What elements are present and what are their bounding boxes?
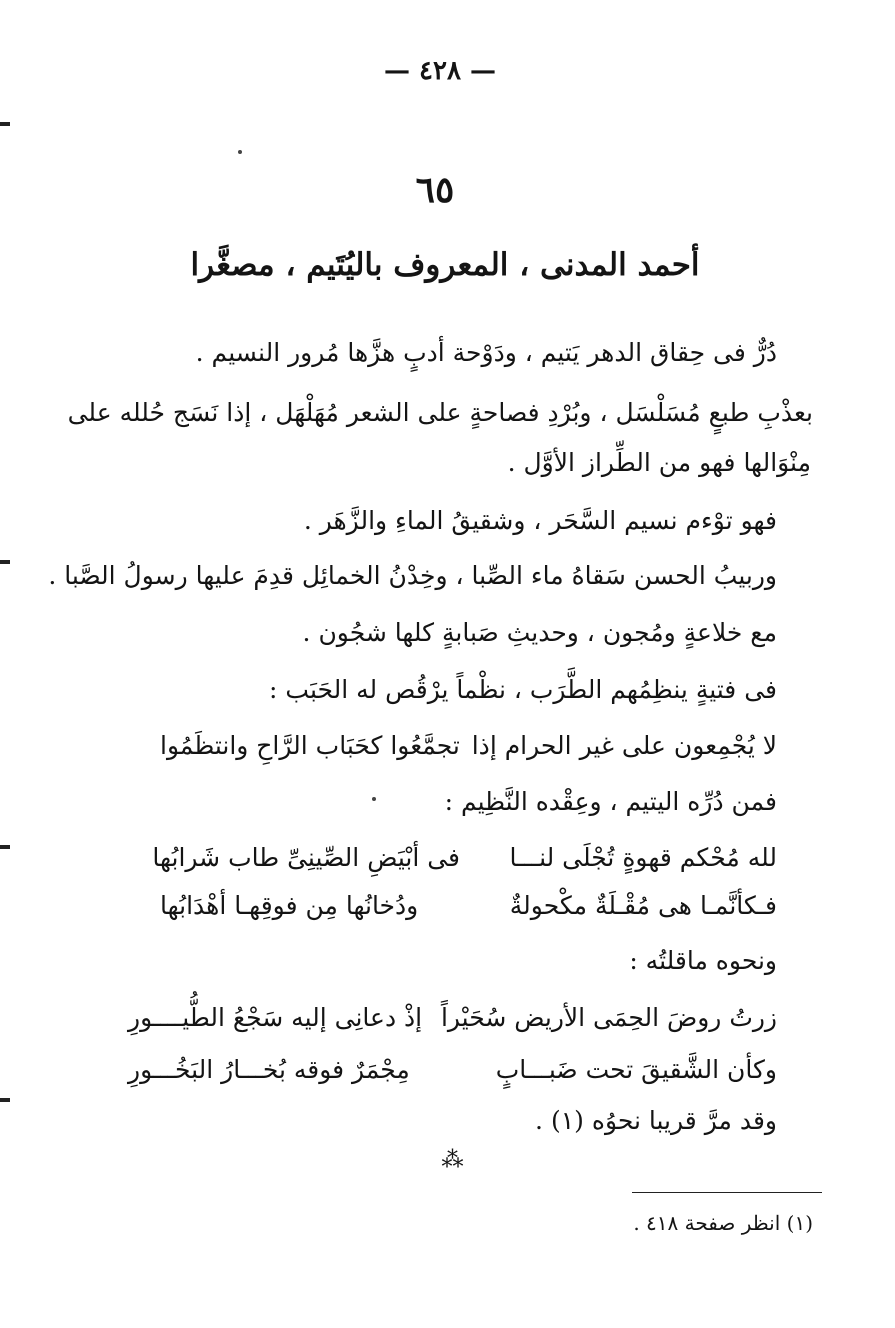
verse-hemistich-left: مِجْمَرٌ فوقه بُخـــارُ البَخُـــورِ (128, 1055, 410, 1084)
verse-intro: ونحوه ماقلتُه : (629, 946, 777, 975)
margin-mark (0, 1098, 10, 1102)
prose-line: دُرٌّ فى حِقاق الدهر يَتيم ، ودَوْحة أدبٍ هزَّها مُرور النسيم . (195, 338, 777, 367)
prose-line: مع خلاعةٍ ومُجون ، وحديثِ صَبابةٍ كلها شجُون . (302, 618, 777, 647)
verse-hemistich-left: فى أبْيَضِ الصِّينِىِّ طاب شَرابُها (152, 843, 460, 872)
verse-intro: فمن دُرِّه اليتيم ، وعِقْده النَّظِيم : (444, 787, 777, 816)
prose-line: بعذْبِ طبعٍ مُسَلْسَل ، وبُرْدِ فصاحةٍ على الشعر مُهَلْهَل ، إذا نَسَج حُلله على (67, 398, 813, 427)
margin-mark (0, 845, 10, 849)
chapter-number: ٦٥ (415, 169, 455, 211)
margin-mark (0, 560, 10, 564)
ink-speck (238, 150, 242, 154)
verse-hemistich-right: لله مُحْكم قهوةٍ تُجْلَى لنـــا (509, 843, 777, 872)
prose-line: فى فتيةٍ ينظِمُهم الطَّرَب ، نظْماً يرْقُص له الحَبَب : (269, 675, 777, 704)
verse-hemistich-left: إذْ دعانِى إليه سَجْعُ الطُّيــــورِ (128, 1003, 423, 1032)
verse-hemistich-left: ودُخانُها مِن فوقِهـا أهْدَابُها (160, 891, 419, 920)
page-number: — ٤٢٨ — (383, 56, 497, 86)
footnote-rule (632, 1192, 822, 1193)
verse-hemistich-right: وكأن الشَّقيقَ تحت ضَبـــابٍ (495, 1055, 777, 1084)
asterism-ornament: ⁂ (441, 1148, 464, 1173)
prose-line: فهو توْءم نسيم السَّحَر ، وشقيقُ الماءِ والزَّهَر . (303, 506, 777, 535)
ink-speck (372, 797, 376, 801)
footnote: (١) انظر صفحة ٤١٨ . (633, 1211, 813, 1235)
closing-line: وقد مرَّ قريبا نحوُه (١) . (535, 1106, 777, 1135)
entry-title: أحمد المدنى ، المعروف باليُتَيم ، مصغَّرا (190, 247, 700, 283)
verse-hemistich-right: زرتُ روضَ الحِمَى الأريض سُحَيْراً (440, 1003, 777, 1032)
verse-hemistich-left: تجمَّعُوا كحَبَاب الرَّاحِ وانتظَمُوا (160, 731, 460, 760)
prose-line: مِنْوَالها فهو من الطِّراز الأوَّل . (507, 448, 811, 477)
margin-mark (0, 122, 10, 126)
verse-hemistich-right: لا يُجْمِعون على غير الحرام إذا (471, 731, 777, 760)
prose-line: وربيبُ الحسن سَقاهُ ماء الصِّبا ، وخِدْنُ الخمائِل قدِمَ عليها رسولُ الصَّبا . (48, 561, 777, 590)
verse-hemistich-right: فـكأنَّمـا هى مُقْـلَةٌ مكْحولةٌ (509, 891, 777, 920)
